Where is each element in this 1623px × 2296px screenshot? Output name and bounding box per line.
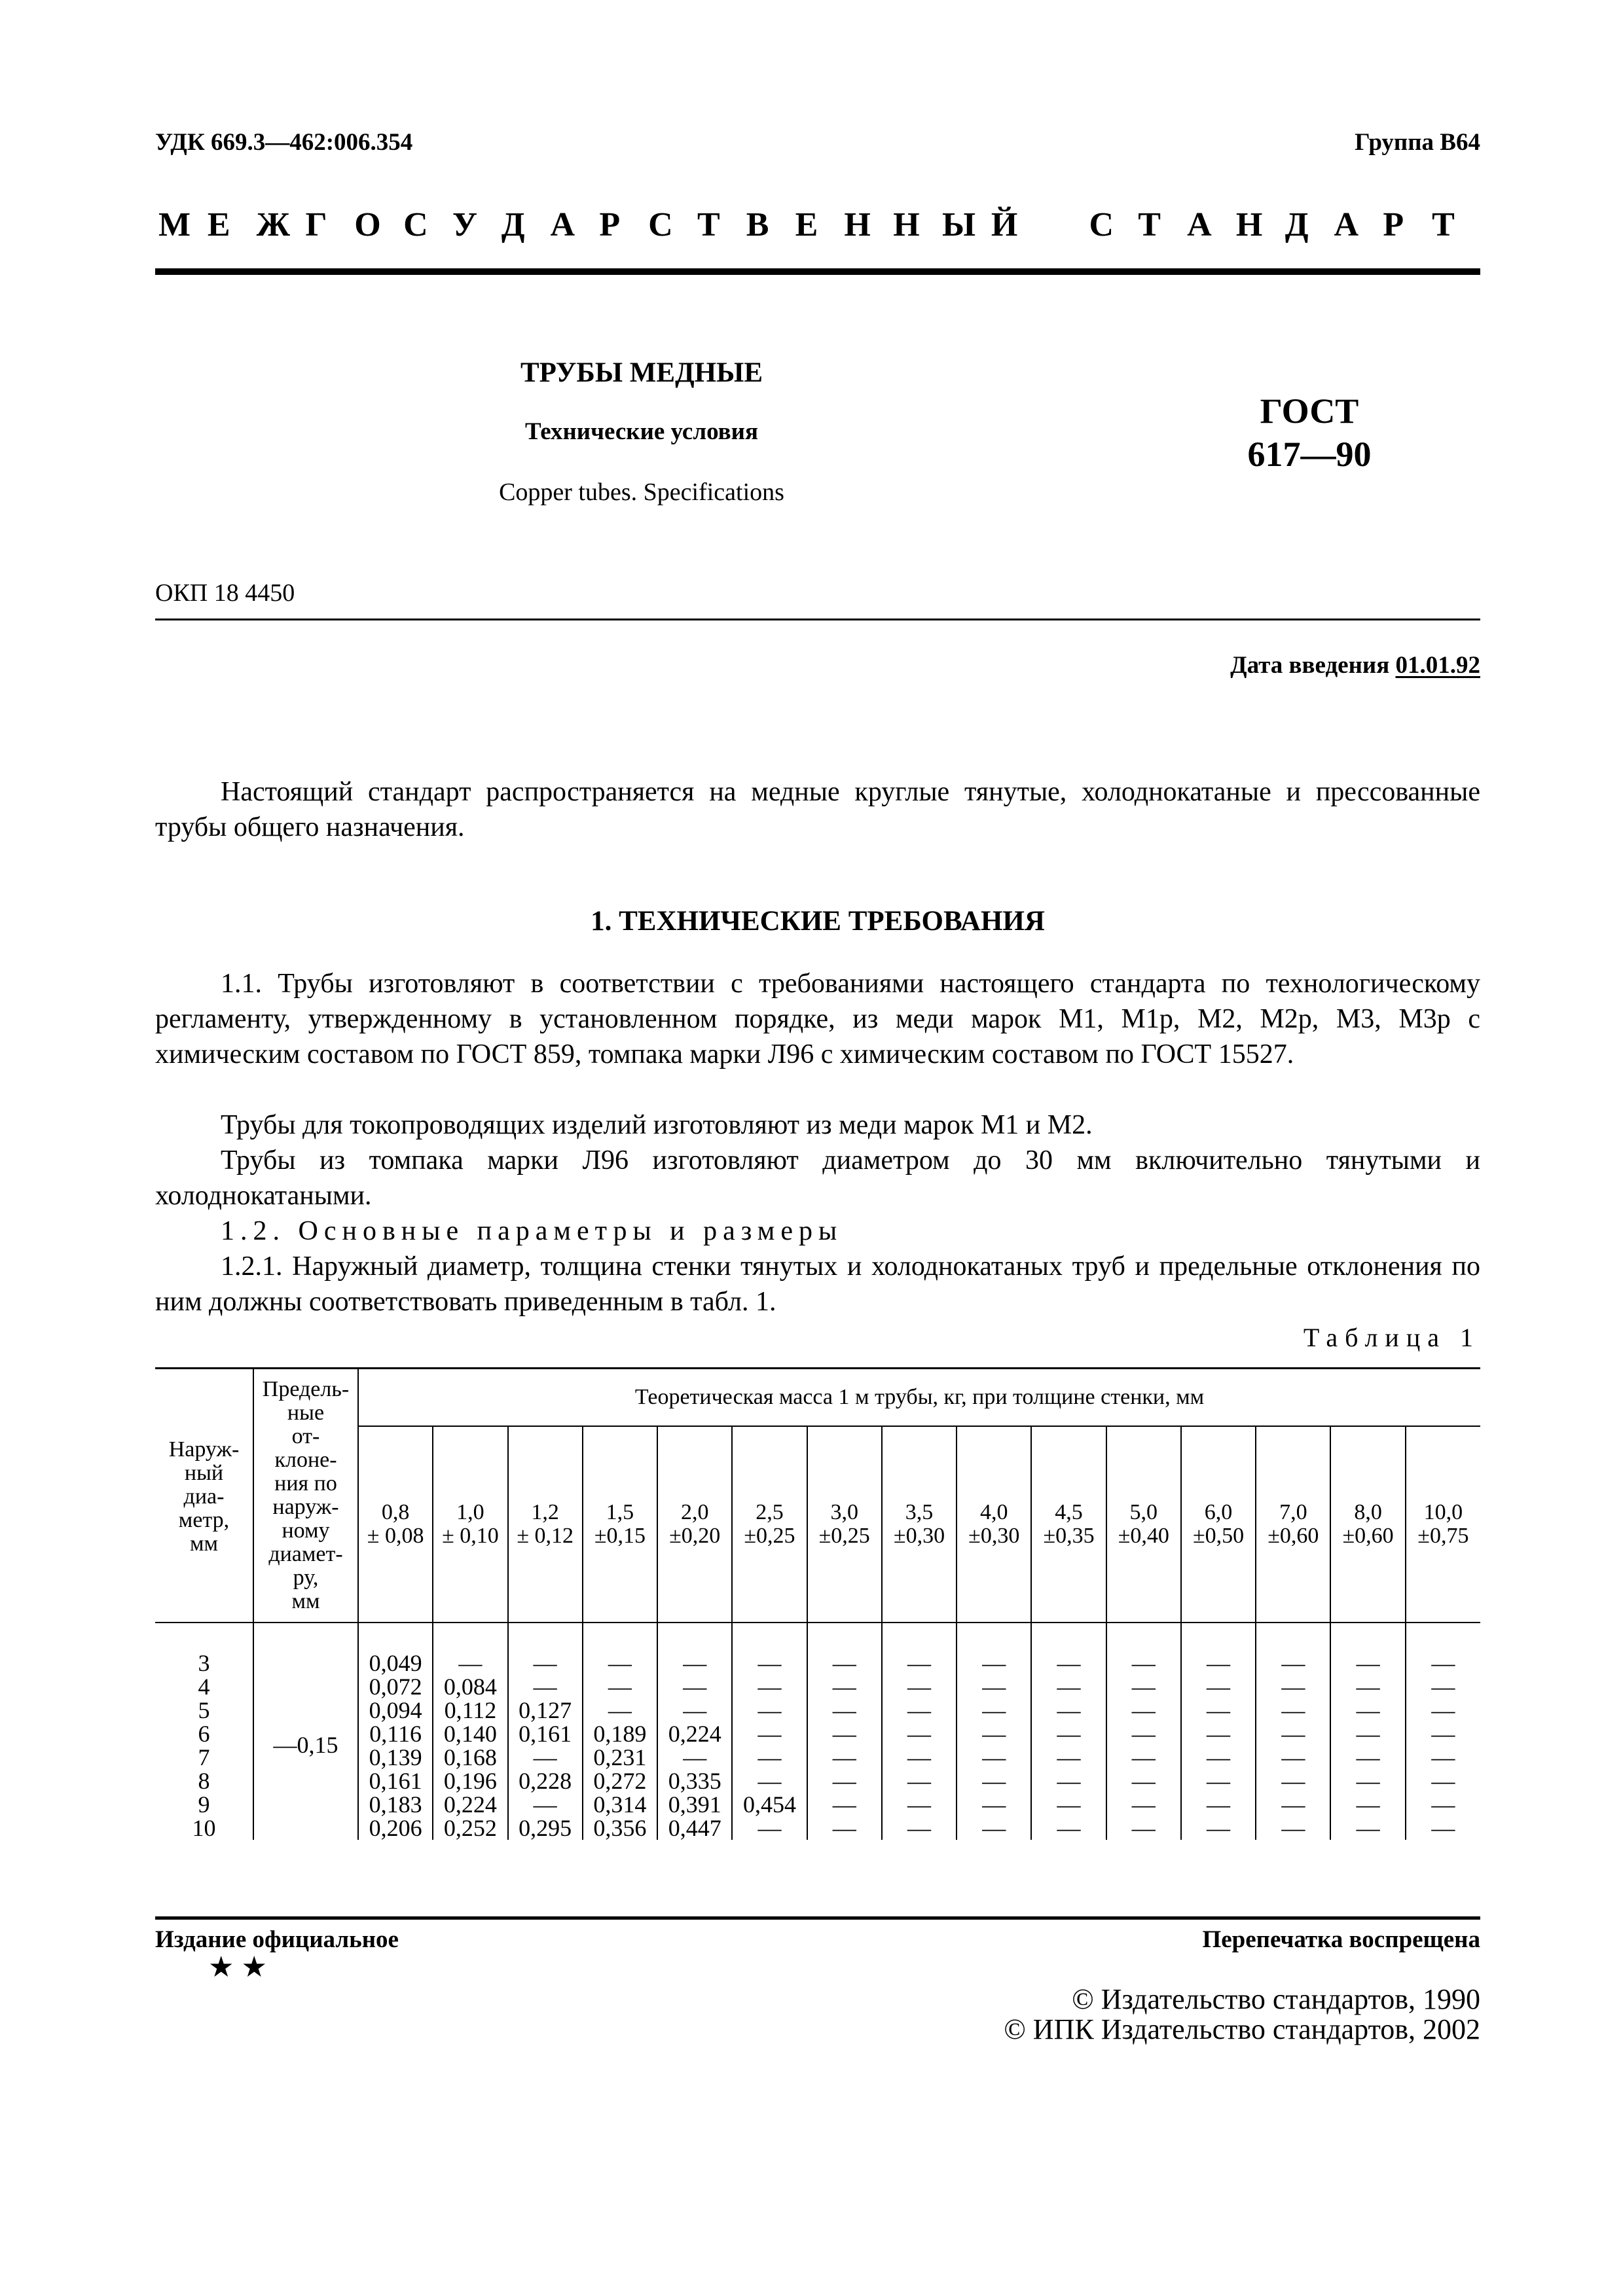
header-line: ния по	[274, 1471, 337, 1496]
cell-mass: —	[882, 1675, 957, 1698]
cell-mass: —	[1256, 1623, 1330, 1675]
cell-mass: —	[1031, 1793, 1106, 1816]
cell-mass: —	[1106, 1769, 1181, 1793]
header-outer-diameter	[155, 1369, 253, 1623]
cell-mass: —	[583, 1623, 657, 1675]
cell-mass: 0,049	[358, 1623, 433, 1675]
header-wall-thickness	[1031, 1426, 1106, 1623]
reprint-prohibited: Перепечатка воспрещена	[1202, 1926, 1480, 1953]
header-wall-thickness	[807, 1426, 882, 1623]
header-wall-thickness	[433, 1426, 507, 1623]
cell-mass: —	[1406, 1746, 1480, 1769]
cell-mass: —	[1031, 1816, 1106, 1840]
cell-mass: —	[508, 1793, 583, 1816]
cell-mass: —	[807, 1816, 882, 1840]
header-wall-thickness	[882, 1426, 957, 1623]
header-wall-thickness	[657, 1426, 732, 1623]
copyright-1990: © Издательство стандартов, 1990	[1072, 1983, 1480, 2015]
cell-mass: 0,189	[583, 1722, 657, 1746]
cell-mass: 0,116	[358, 1722, 433, 1746]
wall-value: 2,5	[756, 1500, 784, 1524]
cell-mass: —	[957, 1698, 1031, 1722]
cell-mass: —	[807, 1675, 882, 1698]
cell-mass: —	[1106, 1793, 1181, 1816]
header-theoretical-mass: Теоретическая масса 1 м трубы, кг, при толщине стенки, мм	[358, 1369, 1480, 1427]
cell-mass: —	[583, 1675, 657, 1698]
cell-diameter: 3	[198, 1650, 210, 1676]
cell-mass: —	[1181, 1816, 1256, 1840]
banner-letter: С	[403, 206, 428, 243]
cell-mass: —	[1256, 1722, 1330, 1746]
cell-mass: —	[1106, 1746, 1181, 1769]
cell-mass: —	[1256, 1746, 1330, 1769]
cell-mass: —	[807, 1769, 882, 1793]
banner-letter: А	[1187, 206, 1212, 243]
header-line: наруж-	[272, 1495, 339, 1519]
wall-tolerance: ±0,50	[1192, 1524, 1245, 1548]
cell-mass: 0,112	[433, 1698, 507, 1722]
cell-mass: —	[957, 1816, 1031, 1840]
wall-value: 8,0	[1354, 1500, 1382, 1524]
wall-value: 7,0	[1279, 1500, 1307, 1524]
banner-letter: У	[452, 206, 478, 243]
banner-letter: С	[648, 206, 673, 243]
cell-mass: 0,206	[358, 1816, 433, 1840]
cell-mass: 0,183	[358, 1793, 433, 1816]
okp-code: ОКП 18 4450	[155, 579, 295, 607]
header-line: метр,	[178, 1508, 230, 1532]
banner-letter: Е	[207, 206, 230, 243]
cell-mass: —	[1181, 1793, 1256, 1816]
cell-mass: —	[732, 1769, 807, 1793]
cell-mass: —	[1181, 1698, 1256, 1722]
banner-letter: Ж	[256, 206, 291, 243]
cell-mass: —	[882, 1698, 957, 1722]
cell-mass: 0,228	[508, 1769, 583, 1793]
banner-letter: Г	[305, 206, 327, 243]
cell-mass: 0,161	[508, 1722, 583, 1746]
wall-tolerance: ±0,40	[1118, 1524, 1169, 1548]
banner-letter: Н	[893, 206, 920, 243]
header-line: от-	[291, 1424, 320, 1448]
cell-diameter: 8	[198, 1768, 210, 1794]
cell-mass: 0,454	[732, 1793, 807, 1816]
cell-mass: —	[1330, 1623, 1405, 1675]
cell-mass: 0,127	[508, 1698, 583, 1722]
banner-letter: Т	[1432, 206, 1455, 243]
cell-mass: 0,356	[583, 1816, 657, 1840]
wall-value: 2,0	[680, 1500, 709, 1524]
table-1	[155, 1367, 1480, 1840]
banner-letter: В	[746, 206, 769, 243]
wall-value: 1,0	[456, 1500, 484, 1524]
cell-mass: —	[882, 1816, 957, 1840]
cell-diameter: 4	[198, 1674, 210, 1700]
cell-mass: —	[732, 1698, 807, 1722]
banner-letter: Ы	[942, 206, 976, 243]
cell-mass: —	[1406, 1816, 1480, 1840]
star-marks: ★ ★	[208, 1951, 267, 1983]
cell-mass: —	[732, 1675, 807, 1698]
cell-mass: —	[1330, 1816, 1405, 1840]
cell-diameter: 6	[198, 1721, 210, 1747]
cell-diameter: 7	[198, 1744, 210, 1770]
wall-tolerance: ±0,35	[1043, 1524, 1095, 1548]
cell-mass: 0,072	[358, 1675, 433, 1698]
paragraph-conductive: Трубы для токопроводящих изделий изготовляют из меди марок М1 и М2.	[221, 1110, 1093, 1140]
banner-letter: Д	[501, 206, 525, 243]
header-line: Предель-	[262, 1377, 350, 1401]
wall-value: 0,8	[381, 1500, 410, 1524]
cell-mass: —	[1031, 1722, 1106, 1746]
group-code: Группа В64	[1355, 129, 1480, 156]
wall-tolerance: ±0,25	[744, 1524, 795, 1548]
cell-diameter: 10	[192, 1815, 216, 1841]
cell-mass: —	[957, 1675, 1031, 1698]
wall-value: 1,5	[606, 1500, 634, 1524]
header-wall-thickness	[1406, 1426, 1480, 1623]
cell-diameter: 5	[198, 1697, 210, 1723]
cell-mass: 0,161	[358, 1769, 433, 1793]
cell-mass: 0,391	[657, 1793, 732, 1816]
cell-mass: 0,295	[508, 1816, 583, 1840]
wall-tolerance: ± 0,08	[367, 1524, 424, 1548]
gost-number	[1205, 389, 1414, 476]
cell-mass: 0,094	[358, 1698, 433, 1722]
cell-mass: —	[882, 1793, 957, 1816]
cell-mass: —	[508, 1623, 583, 1675]
cell-mass: 0,314	[583, 1793, 657, 1816]
cell-mass: 0,335	[657, 1769, 732, 1793]
cell-deviation: —0,15	[253, 1623, 358, 1840]
cell-mass: —	[732, 1623, 807, 1675]
cell-mass: 0,231	[583, 1746, 657, 1769]
cell-mass: —	[1330, 1722, 1405, 1746]
cell-mass: —	[1181, 1769, 1256, 1793]
cell-mass: —	[508, 1746, 583, 1769]
cell-mass: —	[957, 1793, 1031, 1816]
cell-mass: —	[1106, 1623, 1181, 1675]
header-deviation	[253, 1369, 358, 1623]
header-wall-thickness	[1181, 1426, 1256, 1623]
cell-mass: —	[1406, 1769, 1480, 1793]
introduction-date	[1230, 651, 1480, 679]
paragraph-1-2-1: 1.2.1. Наружный диаметр, толщина стенки тянутых и холоднокатаных труб и предельные отклонения по ним должны соответствовать приведенным в табл. 1.	[155, 1251, 1480, 1317]
section-heading: 1. ТЕХНИЧЕСКИЕ ТРЕБОВАНИЯ	[591, 906, 1045, 937]
wall-value: 1,2	[531, 1500, 559, 1524]
cell-mass: —	[732, 1746, 807, 1769]
cell-mass: —	[657, 1698, 732, 1722]
cell-mass: —	[732, 1816, 807, 1840]
cell-mass: —	[1256, 1816, 1330, 1840]
cell-mass: —	[882, 1769, 957, 1793]
cell-mass: —	[1330, 1698, 1405, 1722]
intro-paragraph: Настоящий стандарт распространяется на медные круглые тянутые, холоднокатаные и прессованные трубы общего назначения.	[155, 777, 1480, 842]
wall-tolerance: ±0,30	[893, 1524, 945, 1548]
document-title: ТРУБЫ МЕДНЫЕ	[520, 357, 763, 388]
header-line: Наруж-	[168, 1437, 240, 1462]
banner-letter: С	[1089, 206, 1114, 243]
banner-letter: А	[1334, 206, 1359, 243]
cell-mass: —	[807, 1746, 882, 1769]
document-subtitle: Технические условия	[525, 418, 758, 445]
banner-letter: М	[158, 206, 191, 243]
header-line: диамет-	[268, 1542, 343, 1566]
cell-mass: —	[807, 1793, 882, 1816]
cell-mass: —	[957, 1746, 1031, 1769]
cell-mass: 0,224	[433, 1793, 507, 1816]
footer-rule	[155, 1916, 1480, 1920]
banner-letter: Р	[1383, 206, 1404, 243]
wall-tolerance: ±0,75	[1417, 1524, 1469, 1548]
banner-letter: Т	[1138, 206, 1161, 243]
header-wall-thickness	[1330, 1426, 1405, 1623]
cell-mass: —	[1330, 1769, 1405, 1793]
cell-mass: —	[807, 1698, 882, 1722]
cell-diameter: 9	[198, 1791, 210, 1818]
interstate-standard-banner	[158, 206, 1481, 244]
cell-mass: —	[657, 1746, 732, 1769]
wall-tolerance: ±0,20	[669, 1524, 721, 1548]
cell-mass: 0,168	[433, 1746, 507, 1769]
cell-mass: —	[732, 1722, 807, 1746]
banner-letter: Д	[1285, 206, 1309, 243]
wall-tolerance: ± 0,12	[517, 1524, 574, 1548]
cell-mass: —	[1106, 1698, 1181, 1722]
cell-mass: —	[882, 1746, 957, 1769]
cell-mass: 0,224	[657, 1722, 732, 1746]
paragraph-tompak: Трубы из томпака марки Л96 изготовляют диаметром до 30 мм включительно тянутыми и холоднокатаными.	[155, 1145, 1480, 1211]
banner-letter: Н	[1235, 206, 1263, 243]
cell-mass: —	[1181, 1746, 1256, 1769]
wall-value: 4,5	[1055, 1500, 1083, 1524]
copyright-block	[1004, 1984, 1480, 2045]
wall-value: 6,0	[1204, 1500, 1233, 1524]
english-title: Copper tubes. Specifications	[499, 478, 784, 506]
gost-code: 617—90	[1247, 435, 1372, 474]
header-line: диа-	[183, 1484, 225, 1509]
cell-mass: —	[1406, 1722, 1480, 1746]
gost-label: ГОСТ	[1260, 391, 1359, 431]
cell-mass: —	[1406, 1793, 1480, 1816]
cell-mass: —	[1406, 1623, 1480, 1675]
cell-mass: —	[1330, 1675, 1405, 1698]
cell-mass: 0,084	[433, 1675, 507, 1698]
banner-letter: Е	[795, 206, 818, 243]
cell-mass: 0,140	[433, 1722, 507, 1746]
cell-mass: 0,272	[583, 1769, 657, 1793]
wall-tolerance: ±0,15	[594, 1524, 646, 1548]
header-wall-thickness	[957, 1426, 1031, 1623]
cell-mass: —	[1181, 1623, 1256, 1675]
date-label: Дата введения	[1230, 652, 1390, 679]
cell-mass: —	[1106, 1722, 1181, 1746]
banner-letter: Т	[697, 206, 720, 243]
paragraph-1-2-heading: 1.2. Основные параметры и размеры	[221, 1216, 843, 1246]
header-line: ру,	[293, 1566, 319, 1590]
cell-mass: —	[657, 1675, 732, 1698]
wall-value: 4,0	[980, 1500, 1008, 1524]
cell-mass: 0,252	[433, 1816, 507, 1840]
cell-mass: —	[1406, 1698, 1480, 1722]
wall-value: 3,0	[830, 1500, 858, 1524]
cell-mass: —	[1330, 1793, 1405, 1816]
banner-letter: Р	[599, 206, 621, 243]
cell-mass: —	[1031, 1675, 1106, 1698]
wall-tolerance: ±0,30	[968, 1524, 1020, 1548]
cell-mass: —	[1031, 1746, 1106, 1769]
paragraph-1-1: 1.1. Трубы изготовляют в соответствии с требованиями настоящего стандарта по технологическому регламенту, утвержденному в установленном порядке, из меди марок М1, М1р, М2, М2р, М3, М3р с химическим составом по ГОСТ 859, томпака марки Л96 с химическим составом по ГОСТ 15527.	[155, 969, 1480, 1069]
header-line: ному	[282, 1518, 330, 1543]
cell-mass: 0,139	[358, 1746, 433, 1769]
udk-code: УДК 669.3—462:006.354	[155, 129, 413, 156]
header-line: мм	[189, 1532, 219, 1556]
cell-mass: —	[1181, 1675, 1256, 1698]
cell-mass: —	[807, 1623, 882, 1675]
wall-tolerance: ± 0,10	[442, 1524, 499, 1548]
cell-mass: —	[1330, 1746, 1405, 1769]
date-value: 01.01.92	[1395, 652, 1480, 679]
header-wall-thickness	[358, 1426, 433, 1623]
wall-value: 5,0	[1129, 1500, 1158, 1524]
wall-tolerance: ±0,25	[818, 1524, 870, 1548]
cell-mass: 0,196	[433, 1769, 507, 1793]
banner-letter: Й	[991, 206, 1018, 243]
header-wall-thickness	[583, 1426, 657, 1623]
cell-mass: —	[1106, 1816, 1181, 1840]
cell-mass: —	[1406, 1675, 1480, 1698]
cell-mass: —	[882, 1722, 957, 1746]
header-wall-thickness	[1106, 1426, 1181, 1623]
cell-mass: —	[807, 1722, 882, 1746]
cell-mass: —	[1256, 1698, 1330, 1722]
cell-mass: 0,447	[657, 1816, 732, 1840]
official-edition: Издание официальное	[155, 1926, 399, 1953]
okp-rule	[155, 619, 1480, 620]
header-wall-thickness	[732, 1426, 807, 1623]
header-line: ный	[184, 1461, 224, 1485]
cell-mass: —	[957, 1769, 1031, 1793]
cell-mass: —	[1181, 1722, 1256, 1746]
copyright-2002: © ИПК Издательство стандартов, 2002	[1004, 2013, 1480, 2045]
wall-tolerance: ±0,60	[1342, 1524, 1394, 1548]
wall-value: 10,0	[1423, 1500, 1463, 1524]
cell-mass: —	[508, 1675, 583, 1698]
cell-mass: —	[882, 1623, 957, 1675]
banner-letter: О	[354, 206, 381, 243]
header-line: мм	[291, 1589, 320, 1613]
header-wall-thickness	[508, 1426, 583, 1623]
cell-mass: —	[957, 1722, 1031, 1746]
wall-tolerance: ±0,60	[1267, 1524, 1319, 1548]
cell-mass: —	[1256, 1793, 1330, 1816]
banner-letter: А	[550, 206, 575, 243]
cell-mass: —	[1031, 1698, 1106, 1722]
table-caption: Таблица 1	[1303, 1323, 1480, 1352]
cell-mass: —	[657, 1623, 732, 1675]
cell-mass: —	[957, 1623, 1031, 1675]
header-line: клоне-	[274, 1448, 337, 1472]
wall-value: 3,5	[905, 1500, 934, 1524]
cell-mass: —	[1106, 1675, 1181, 1698]
cell-mass: —	[1031, 1769, 1106, 1793]
cell-mass: —	[1031, 1623, 1106, 1675]
header-wall-thickness	[1256, 1426, 1330, 1623]
cell-mass: —	[1256, 1675, 1330, 1698]
cell-mass: —	[1256, 1769, 1330, 1793]
table-row	[155, 1623, 1480, 1675]
cell-mass: —	[433, 1623, 507, 1675]
header-rule	[155, 268, 1480, 275]
header-line: ные	[287, 1401, 325, 1425]
cell-mass: —	[583, 1698, 657, 1722]
banner-letter	[1040, 206, 1089, 244]
banner-letter: Н	[844, 206, 871, 243]
